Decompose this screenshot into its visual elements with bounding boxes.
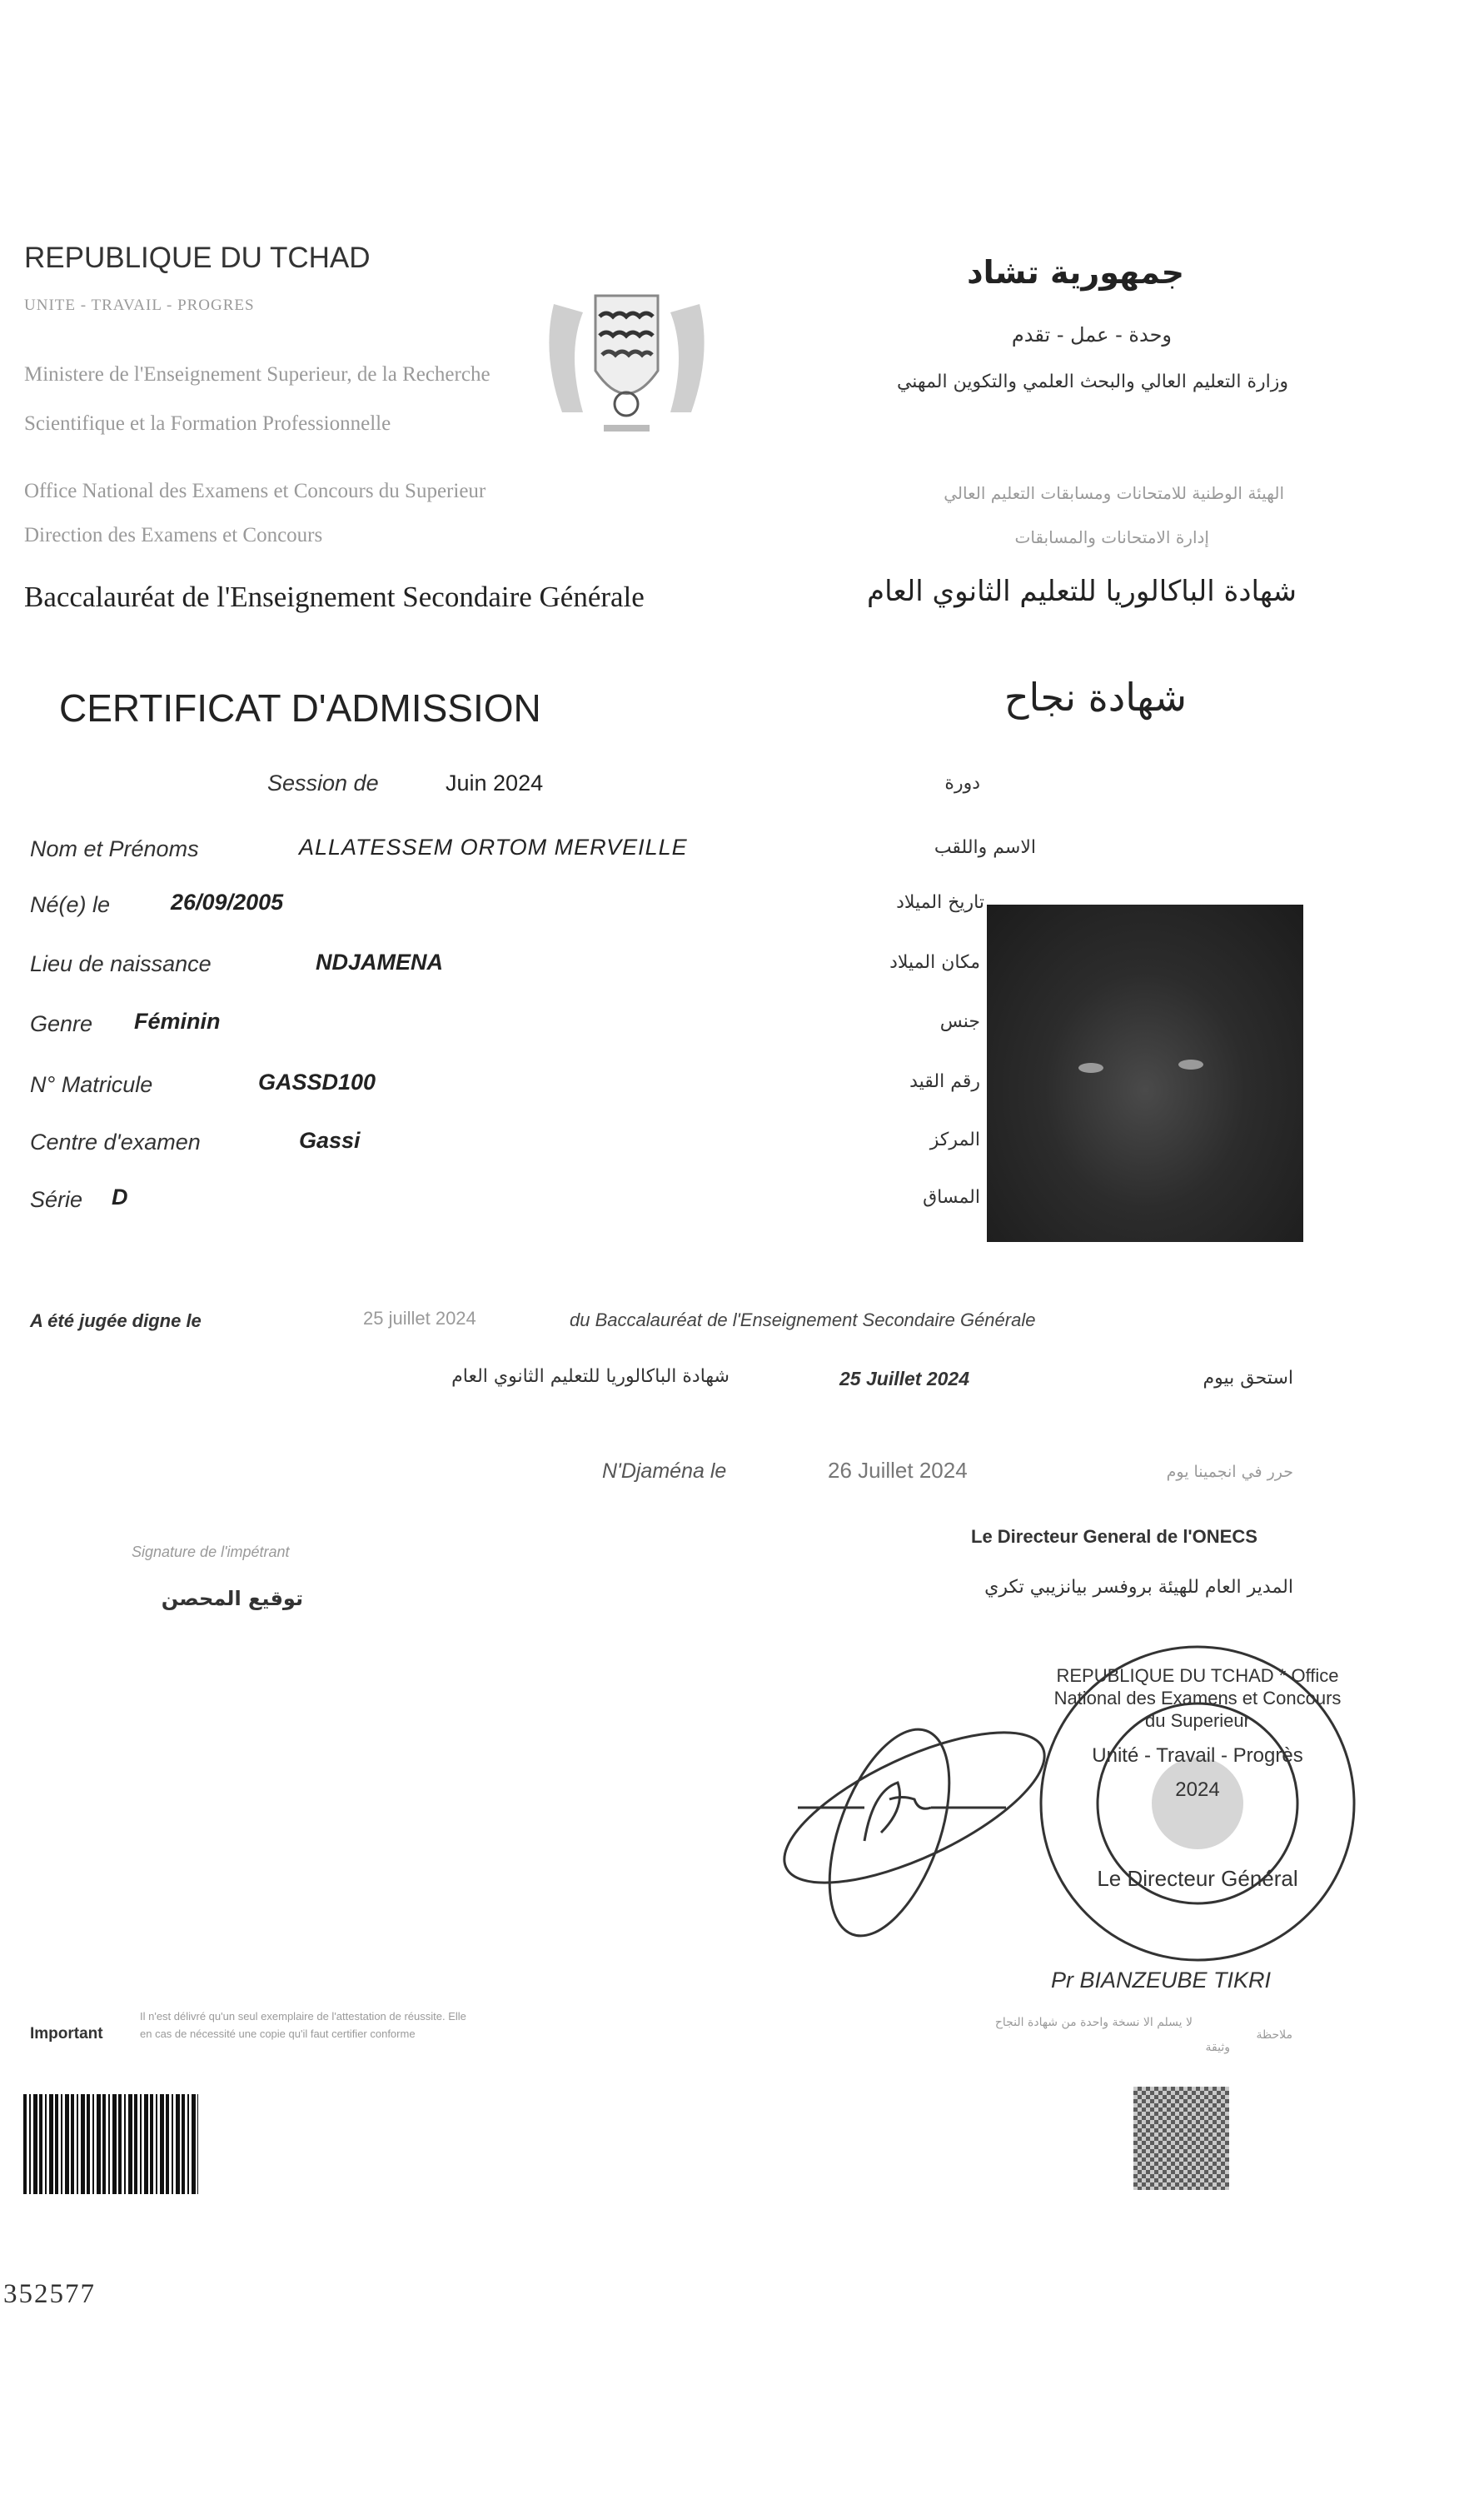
coat-of-arms-emblem [537,271,716,446]
director-title: Le Directeur General de l'ONECS [971,1526,1257,1547]
stamp-inner-text: Unité - Travail - Progrès [1092,1744,1303,1767]
matricule-label: N° Matricule [30,1072,153,1097]
diploma-title-fr: Baccalauréat de l'Enseignement Secondaire Générale [24,581,645,613]
judged-label-ar: استحق بيوم [1203,1368,1293,1389]
ministry-line1: Ministere de l'Enseignement Superieur, de la Recherche [24,363,491,386]
candidate-photo [987,905,1303,1242]
important-ar-line2: وثيقة [1205,2041,1230,2054]
important-line2: en cas de nécessité une copie qu'il faut certifier conforme [140,2028,416,2040]
certificate-title-ar: شهادة نجاح [1003,675,1187,720]
name-value: ALLATESSEM ORTOM MERVEILLE [299,835,688,860]
series-value: D [112,1185,128,1210]
exam-center-label: Centre d'examen [30,1130,201,1155]
exam-center-label-ar: المركز [929,1130,980,1150]
birthplace-label: Lieu de naissance [30,951,212,976]
serial-number: 352577 [3,2279,96,2309]
exam-center-value: Gassi [299,1128,361,1153]
session-label: Session de [267,771,379,796]
important-label: Important [30,2025,103,2043]
important-ar-label: ملاحظة [1256,2028,1292,2042]
judged-date-ar-row: 25 Juillet 2024 [839,1368,969,1389]
stamp-year: 2024 [1175,1778,1220,1801]
gender-value: Féminin [134,1009,221,1034]
office-ar: الهيئة الوطنية للامتحانات ومسابقات التعليم العالي [944,483,1284,503]
holder-signature-label: Signature de l'impétrant [132,1544,290,1560]
judged-date: 25 juillet 2024 [363,1308,476,1329]
certificate-title-fr: CERTIFICAT D'ADMISSION [59,686,541,730]
qr-code [1133,2087,1229,2190]
issue-date: 26 Juillet 2024 [828,1458,968,1483]
birthdate-label-ar: تاريخ الميلاد [896,892,984,913]
matricule-value: GASSD100 [258,1070,376,1095]
diploma-title-ar: شهادة الباكالوريا للتعليم الثانوي العام [867,575,1297,608]
place-label-ar: حرر في انجمينا يوم [1166,1463,1293,1481]
judged-diploma: du Baccalauréat de l'Enseignement Secondaire Générale [570,1309,1036,1330]
gender-label: Genre [30,1011,93,1036]
barcode [23,2094,198,2194]
important-line1: Il n'est délivré qu'un seul exemplaire de l'attestation de réussite. Elle [140,2010,466,2023]
name-label-ar: الاسم واللقب [934,837,1036,858]
motto-ar: وحدة - عمل - تقدم [1011,323,1172,347]
place-label: N'Djaména le [602,1459,727,1483]
session-value: Juin 2024 [446,771,544,796]
director-title-ar: المدير العام للهيئة بروفسر بيانزيبي تكري [984,1577,1293,1598]
direction-name: Direction des Examens et Concours [24,524,323,546]
direction-ar: إدارة الامتحانات والمسابقات [1014,527,1209,547]
birthplace-value: NDJAMENA [316,950,444,975]
gender-label-ar: جنس [939,1011,980,1032]
name-label: Nom et Prénoms [30,836,199,861]
session-label-ar: دورة [944,773,980,794]
office-name: Office National des Examens et Concours du Superieur [24,480,486,502]
ministry-ar: وزارة التعليم العالي والبحث العلمي والتكوين المهني [896,372,1288,392]
stamp-center-text: Le Directeur Général [1097,1866,1298,1891]
stamp-outer-text: REPUBLIQUE DU TCHAD * Office National des Examens et Concours du Superieur [1053,1665,1342,1731]
motto-fr: UNITE - TRAVAIL - PROGRES [24,297,255,314]
important-ar-line1: لا يسلم الا نسخة واحدة من شهادة النجاح [994,2016,1193,2029]
series-label-ar: المساق [923,1187,980,1208]
country-name-ar: جمهورية تشاد [967,254,1184,291]
birthdate-value: 26/09/2005 [171,890,284,915]
country-name-fr: REPUBLIQUE DU TCHAD [24,242,371,274]
birthdate-label: Né(e) le [30,892,111,917]
director-name: Pr BIANZEUBE TIKRI [1051,1968,1272,1993]
matricule-label-ar: رقم القيد [909,1071,980,1092]
holder-signature-label-ar: توقيع المحصن [161,1587,303,1610]
birthplace-label-ar: مكان الميلاد [889,952,980,973]
judged-label: A été jugée digne le [30,1310,202,1331]
ministry-line2: Scientifique et la Formation Professionnelle [24,412,391,435]
judged-diploma-ar: شهادة الباكالوريا للتعليم الثانوي العام [451,1366,730,1387]
series-label: Série [30,1187,83,1212]
